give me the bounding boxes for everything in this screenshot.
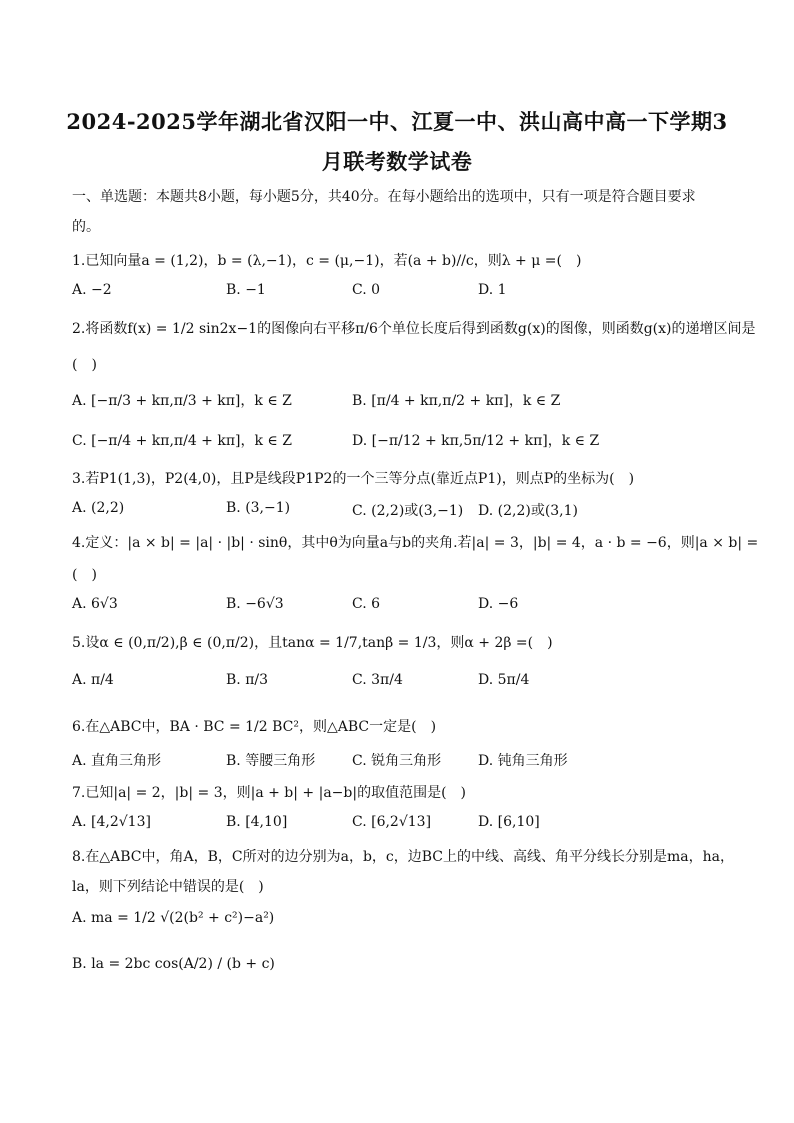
question-8-stem: 8.在△ABC中，角A，B，C所对的边分别为a，b，c，边BC上的中线、高线、角平分线长分别是ma，ha， — [72, 849, 734, 865]
question-4-option-b: B. −6√3 — [226, 596, 284, 612]
question-7-option-b: B. [4,10] — [226, 814, 288, 830]
question-6-stem: 6.在△ABC中，BA · BC = 1/2 BC²，则△ABC一定是( ) — [72, 719, 437, 735]
question-4-option-c: C. 6 — [352, 596, 381, 612]
question-8-option-a: A. ma = 1/2 √(2(b² + c²)−a²) — [72, 910, 275, 926]
question-2-option-b: B. [π/4 + kπ,π/2 + kπ]，k ∈ Z — [352, 393, 561, 409]
question-2-option-d: D. [−π/12 + kπ,5π/12 + kπ]，k ∈ Z — [352, 433, 600, 449]
question-3-option-d: D. (2,2)或(3,1) — [478, 503, 579, 519]
question-5-option-d: D. 5π/4 — [478, 672, 530, 688]
question-4-stem-continued: ( ) — [72, 567, 97, 583]
question-4-option-d: D. −6 — [478, 596, 519, 612]
question-7-option-c: C. [6,2√13] — [352, 814, 432, 830]
question-7-option-d: D. [6,10] — [478, 814, 540, 830]
question-1-option-a: A. −2 — [72, 282, 112, 298]
question-4-option-a: A. 6√3 — [72, 596, 118, 612]
question-8-stem-continued: la，则下列结论中错误的是( ) — [72, 879, 264, 895]
question-2-option-a: A. [−π/3 + kπ,π/3 + kπ]，k ∈ Z — [72, 393, 292, 409]
question-2-stem-continued: ( ) — [72, 357, 97, 373]
question-5-stem: 5.设α ∈ (0,π/2),β ∈ (0,π/2)，且tanα = 1/7,tanβ = 1/3，则α + 2β =( ) — [72, 635, 553, 651]
question-1-option-d: D. 1 — [478, 282, 507, 298]
question-5-option-b: B. π/3 — [226, 672, 269, 688]
question-1-option-c: C. 0 — [352, 282, 381, 298]
question-5-option-a: A. π/4 — [72, 672, 114, 688]
exam-title-line-2: 月联考数学试卷 — [321, 149, 473, 174]
question-6-option-a: A. 直角三角形 — [72, 753, 162, 769]
question-6-option-c: C. 锐角三角形 — [352, 753, 442, 769]
question-2-option-c: C. [−π/4 + kπ,π/4 + kπ]，k ∈ Z — [72, 433, 292, 449]
question-6-option-b: B. 等腰三角形 — [226, 753, 316, 769]
question-3-stem: 3.若P1(1,3)，P2(4,0)，且P是线段P1P2的一个三等分点(靠近点P1)，则点P的坐标为( ) — [72, 471, 635, 487]
question-7-option-a: A. [4,2√13] — [72, 814, 151, 830]
question-7-stem: 7.已知|a| = 2，|b| = 3，则|a + b| + |a−b|的取值范围是( ) — [72, 785, 467, 801]
question-1-stem: 1.已知向量a = (1,2)，b = (λ,−1)，c = (μ,−1)，若(a + b)//c，则λ + μ =( ) — [72, 253, 582, 269]
question-6-option-d: D. 钝角三角形 — [478, 753, 568, 769]
question-5-option-c: C. 3π/4 — [352, 672, 403, 688]
exam-title-line-1: 2024-2025学年湖北省汉阳一中、江夏一中、洪山高中高一下学期3 — [66, 109, 728, 134]
question-3-option-b: B. (3,−1) — [226, 500, 291, 516]
question-3-option-a: A. (2,2) — [72, 500, 125, 516]
question-8-option-b: B. la = 2bc cos(A/2) / (b + c) — [72, 956, 275, 972]
question-2-stem: 2.将函数f(x) = 1/2 sin2x−1的图像向右平移π/6个单位长度后得到函数g(x)的图像，则函数g(x)的递增区间是 — [72, 321, 756, 337]
question-1-option-b: B. −1 — [226, 282, 266, 298]
section-header-line-2: 的。 — [72, 219, 100, 235]
question-4-stem: 4.定义：|a × b| = |a| · |b| · sinθ，其中θ为向量a与b的夹角.若|a| = 3，|b| = 4，a · b = −6，则|a × b| = — [72, 535, 759, 551]
question-3-option-c: C. (2,2)或(3,−1) — [352, 503, 464, 519]
section-header-line-1: 一、单选题：本题共8小题，每小题5分，共40分。在每小题给出的选项中，只有一项是符合题目要求 — [72, 189, 696, 205]
